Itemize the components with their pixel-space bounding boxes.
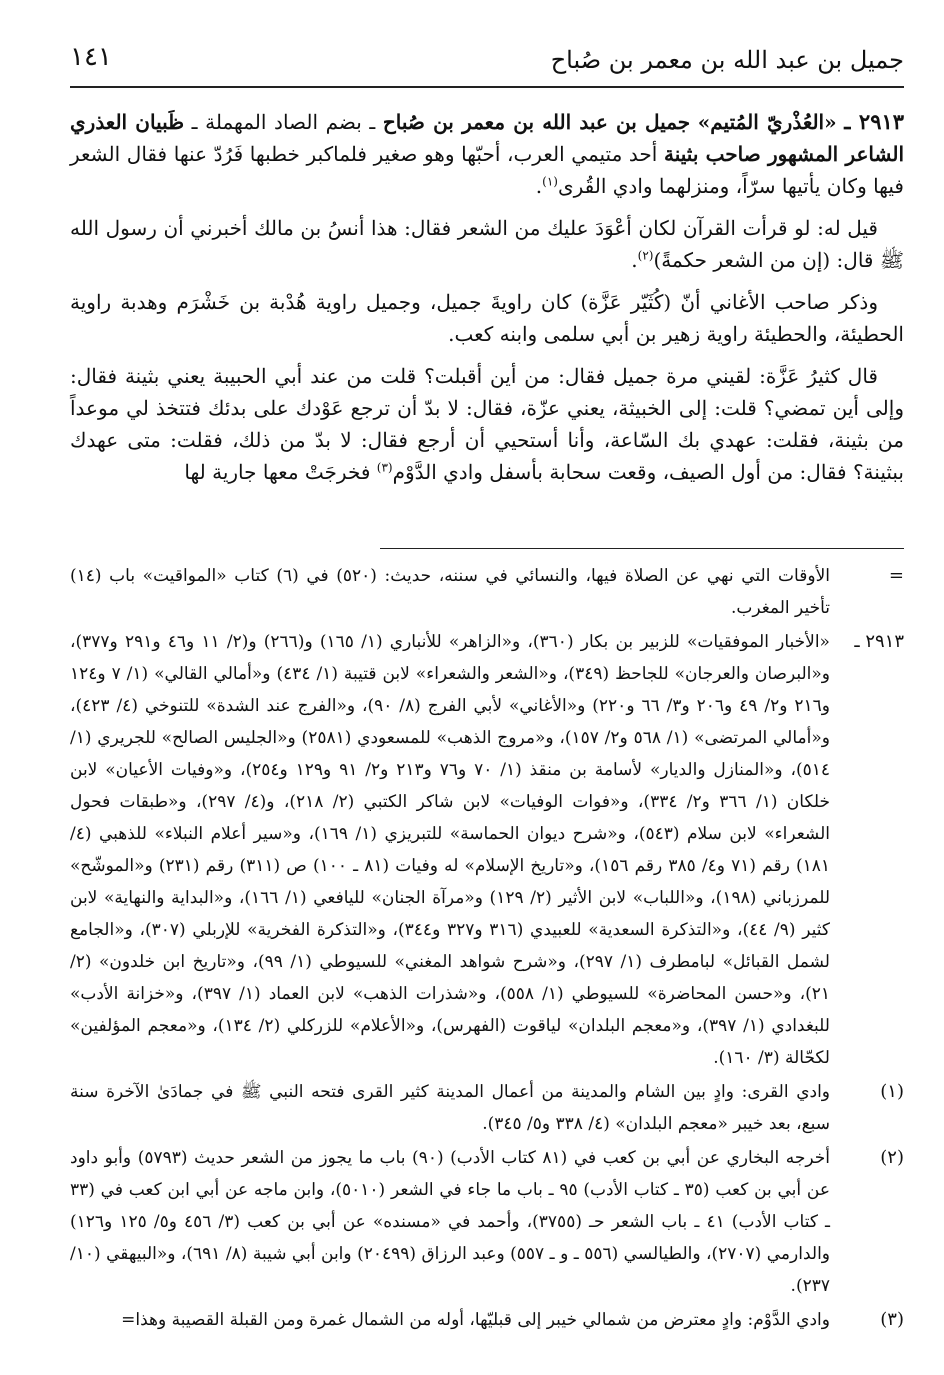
page-header	[70, 40, 904, 84]
footnote-ref-2[interactable]: (٢)	[637, 248, 654, 263]
entry-text: أحد متيمي العرب، أحبّها وهو صغير فلماكبر خطبها فَرُدّ عنها فقال الشعر فيها وكان يأتيها سرّاً، ومنزلهما وادي القُرى	[70, 142, 904, 198]
footnote	[70, 560, 904, 624]
entry-paragraph-3	[70, 286, 904, 350]
entry-number: ٢٩١٣ ـ	[844, 109, 905, 134]
footnote	[70, 1076, 904, 1140]
running-title: جميل بن عبد الله بن معمر بن صُباح	[550, 46, 904, 74]
footnote-mark: (١)	[880, 1081, 904, 1102]
footnote	[70, 1142, 904, 1302]
entry-text: وذكر صاحب الأغاني أنّ (كُثَيّر عَزَّة) كان راويةَ جميل، وجميل راوية هُدْبة بن خَشْرَم وهدبة راوية الحطيئة، والحطيئة راوية زهير بن أبي سلمى وابنه كعب.	[70, 290, 904, 346]
entry-text-bold: ظَبيان العذري الشاعر المشهور صاحب بثينة	[70, 110, 905, 166]
entry-body	[70, 106, 904, 498]
footnote-divider	[380, 548, 904, 549]
entry-paragraph-1: ٢٩١٣ ـ «العُذْريّ المُتيم» جميل بن عبد الله بن معمر بن صُباح ـ بضم الصاد المهملة ـ ظَبيان العذري الشاعر المشهور صاحب بثينة أحد متيمي العرب، أحبّها وهو صغير فلماكبر خطبها فَرُدّ عنها فقال الشعر فيها وكان يأتيها سرّاً، ومنزلهما وادي القُرى$^{(١)}$.	[70, 109, 905, 198]
page-number: ١٤١	[70, 42, 112, 72]
footnote-mark: (٣)	[880, 1309, 904, 1330]
footnote	[70, 626, 904, 1074]
header-divider	[70, 86, 904, 88]
entry-text: ـ بضم الصاد المهملة ـ	[191, 110, 376, 134]
entry-text: قال كثيرُ عَزَّة: لقيني مرة جميل فقال: من أين أقبلت؟ قلت من عند أبي الحبيبة يعني بثينة فقال: وإلى أين تمضي؟ قلت: إلى الخبيثة، يعني عزّة، فقال: لا بدّ أن ترجع عَوْدك على بدئك فتتخذ لي موعداً من بثينة، فقلت: عهدي بك السّاعة، وأنا أستحيي أن أرجع فقال: لا بدّ من ذلك، فقلت: متى عهدك ببثينة؟ فقال: من أول الصيف، وقعت سحابة بأسفل وادي الدَّوْم	[70, 364, 904, 484]
footnote-text: وادي القرى: وادٍ بين الشام والمدينة من أعمال المدينة كثير القرى فتحه النبي ﷺ في جمادَىٰ الآخرة سنة سبع، بعد خيبر «معجم البلدان» (٤/ ٣٣٨ و٥/ ٣٤٥).	[70, 1082, 830, 1134]
footnote-ref-3[interactable]: (٣)	[376, 460, 393, 475]
entry-text: قيل له: لو قرأت القرآن لكان أعْوَدَ عليك من الشعر فقال: هذا أنسُ بن مالك أخبرني أن رسول الله ﷺ قال: (إن من الشعر حكمةً)	[70, 216, 904, 272]
footnote-mark: (٢)	[880, 1147, 904, 1168]
entry-text: فخرجَتْ معها جارية لها	[184, 460, 371, 484]
footnote-mark: ٢٩١٣ ـ	[854, 631, 904, 652]
footnotes	[70, 560, 904, 1338]
entry-paragraph-4	[70, 360, 904, 488]
footnote-ref-1[interactable]: (١)	[542, 174, 558, 189]
entry-title: «العُذْريّ المُتيم»	[697, 110, 837, 134]
entry-paragraph-2: قيل له: لو قرأت القرآن لكان أعْوَدَ عليك من الشعر فقال: هذا أنسُ بن مالك أخبرني أن رسول الله ﷺ قال: (إن من الشعر حكمةً)$^{(٢)}$.	[70, 216, 904, 272]
footnote	[70, 1304, 904, 1336]
footnote-text: الأوقات التي نهي عن الصلاة فيها، والنسائي في سننه، حديث: (٥٢٠) في (٦) كتاب «المواقيت» باب (١٤) تأخير المغرب.	[70, 566, 830, 618]
footnote-text: وادي الدَّوْم: وادٍ معترض من شمالي خيبر إلى قبليّها، أوله من الشمال غمرة ومن القبلة القصيبة وهذا=	[121, 1310, 830, 1330]
footnote-text: «الأخبار الموفقيات» للزبير بن بكار (٣٦٠)، و«الزاهر» للأنباري (١/ ١٦٥) و(٢٦٦) و(٢/ ١١ و٤٦ و٢٩١ و٣٧٧)، و«البرصان والعرجان» للجاحظ (٣٤٩)، و«الشعر والشعراء» لابن قتيبة (١/ ٤٣٤) و«أمالي القالي» (١/ ٧ و١٢٤ و٢١٦ و٢/ ٤٩ و٢٠٦ و٣/ ٦٦ و٢٢٠) و«الأغاني» لأبي الفرج (٨/ ٩٠)، و«الفرج عند الشدة» للتنوخي (٤/ ٤٢٣)، و«أمالي المرتضى» (١/ ٥٦٨ و٢/ ١٥٧)، و«مروج الذهب» للمسعودي (٢٥٨١) و«الجليس الصالح» للجريري (١/ ٥١٤)، و«المنازل والديار» لأسامة بن منقذ (١/ ٧٠ و٧٦ و٢١٣ و٢/ ٩١ و١٢٩ و٢٥٤)، و«وفيات الأعيان» لابن خلكان (١/ ٣٦٦ و٢/ ٣٣٤)، و«فوات الوفيات» لابن شاكر الكتبي (٢/ ٢١٨)، و(٤/ ٢٩٧)، و«طبقات فحول الشعراء» لابن سلام (٥٤٣)، و«شرح ديوان الحماسة» للتبريزي (١/ ١٦٩)، و«سير أعلام النبلاء» للذهبي (٤/ ١٨١) رقم (٧١ و٤/ ٣٨٥ رقم ١٥٦)، و«تاريخ الإسلام» له وفيات (٨١ ـ ١٠٠) ص (٣١١) رقم (٢٣١) و«الموشّح» للمرزباني (١٩٨)، و«اللباب» لابن الأثير (٢/ ١٢٩) و«مرآة الجنان» لليافعي (١/ ١٦٦)، و«البداية والنهاية» لابن كثير (٩/ ٤٤)، و«التذكرة السعدية» للعبيدي (٣١٦ و٣٢٧ و٣٤٤)، و«التذكرة الفخرية» للإربلي (٣٠٧)، و«الجامع لشمل القبائل» لبامطرف (١/ ٢٩٧)، و«شرح شواهد المغني» للسيوطي (١/ ٩٩)، و«تاريخ ابن خلدون» (٢/ ٢١)، و«حسن المحاضرة» للسيوطي (١/ ٥٥٨)، و«شذرات الذهب» لابن العماد (١/ ٣٩٧)، و«خزانة الأدب» للبغدادي (١/ ٣٩٧)، و«معجم البلدان» لياقوت (الفهرس)، و«الأعلام» للزركلي (٢/ ١٣٤)، و«معجم المؤلفين» لكحّالة (٣/ ١٦٠).	[70, 632, 831, 1068]
entry-subject: جميل بن عبد الله بن معمر بن صُباح	[382, 110, 691, 134]
footnote-text: أخرجه البخاري عن أبي بن كعب في (٨١ كتاب الأدب) (٩٠) باب ما يجوز من الشعر حديث (٥٧٩٣) وأبو داود عن أبي بن كعب (٣٥ ـ كتاب الأدب) ٩٥ ـ باب ما جاء في الشعر (٥٠١٠)، وابن ماجه عن أبي ابن كعب في (٣٣ ـ كتاب الأدب) ٤١ ـ باب الشعر حـ (٣٧٥٥)، وأحمد في «مسنده» عن أبي بن كعب (٣/ ٤٥٦ و٥/ ١٢٥ و١٢٦) والدارمي (٢٧٠٧)، والطيالسي (٥٥٦ ـ و ـ ٥٥٧) وعبد الرزاق (٢٠٤٩٩) وابن أبي شيبة (٨/ ٦٩١)، و«البيهقي (١٠/ ٢٣٧).	[70, 1148, 831, 1296]
footnote-mark: =	[888, 565, 904, 586]
